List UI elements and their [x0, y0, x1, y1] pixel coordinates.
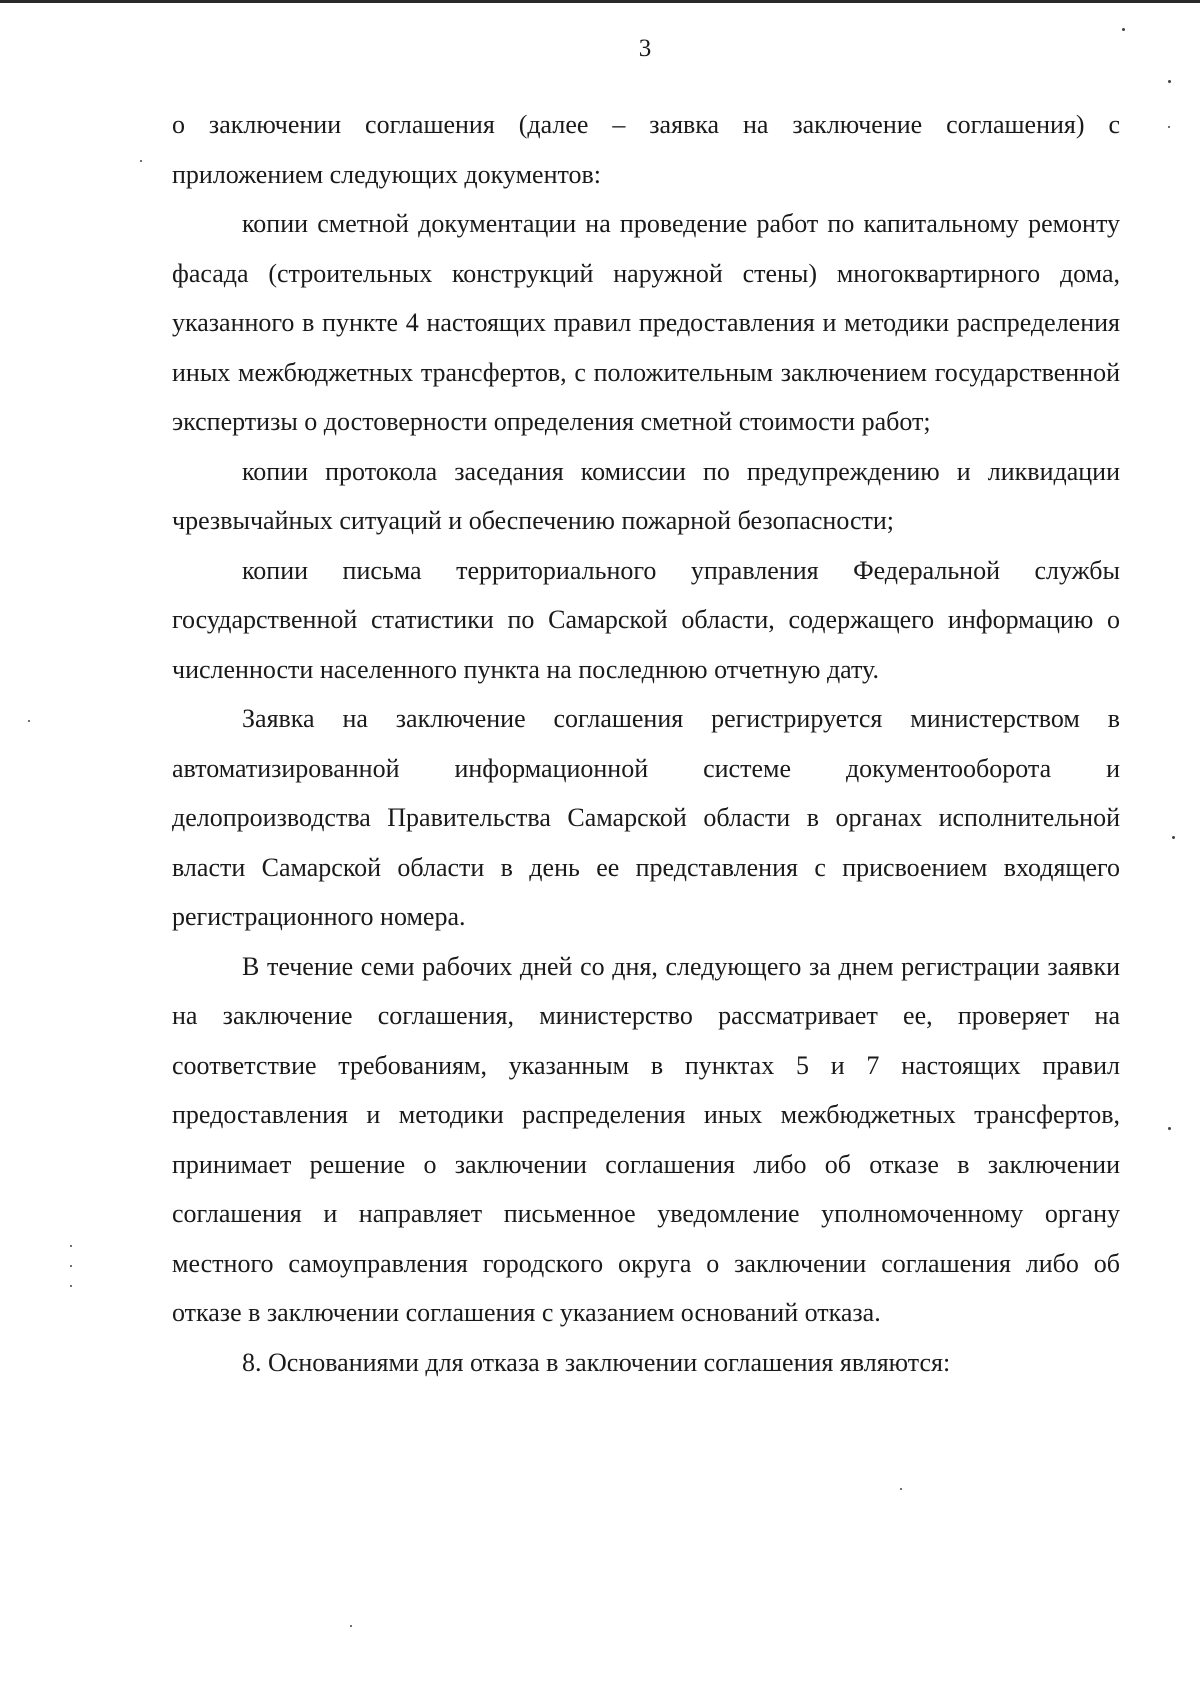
scan-speck	[350, 1625, 352, 1627]
paragraph-review-period: В течение семи рабочих дней со дня, следующего за днем регистрации заявки на заключение соглашения, министерство рассматривает ее, проверяет на соответствие требованиям, указанным в пунктах 5 и 7 настоящих правил предоставления и методики распределения иных межбюджетных трансфертов, принимает решение о заключении соглашения либо об отказе в заключении соглашения и направляет письменное уведомление уполномоченному органу местного самоуправления городского округа о заключении соглашения либо об отказе в заключении соглашения с указанием оснований отказа.	[172, 951, 1120, 1327]
scan-speck	[1168, 1127, 1171, 1130]
document-body	[172, 100, 1120, 1387]
page-top-edge	[0, 0, 1200, 3]
scan-speck	[70, 1265, 72, 1267]
paragraph-continuation: о заключении соглашения (далее – заявка на заключение соглашения) с приложением следующих документов:	[172, 110, 1120, 189]
scan-speck	[900, 1488, 902, 1490]
paragraph-application-registration: Заявка на заключение соглашения регистрируется министерством в автоматизированной информационной системе документооборота и делопроизводства Правительства Самарской области в органах исполнительной власти Самарской области в день ее представления с присвоением входящего регистрационного номера.	[172, 704, 1120, 931]
scan-speck	[1168, 80, 1171, 83]
scan-speck	[140, 160, 142, 162]
paragraph-statistics-letter: копии письма территориального управления Федеральной службы государственной статистики по Самарской области, содержащего информацию о численности населенного пункта на последнюю отчетную дату.	[172, 555, 1120, 684]
scan-speck	[1168, 126, 1170, 128]
scan-speck	[1122, 28, 1125, 31]
scan-speck	[70, 1245, 72, 1247]
paragraph-refusal-grounds: 8. Основаниями для отказа в заключении соглашения являются:	[242, 1347, 951, 1377]
scan-speck	[70, 1285, 72, 1287]
scan-speck	[28, 720, 30, 722]
paragraph-commission-protocol: копии протокола заседания комиссии по предупреждению и ликвидации чрезвычайных ситуаций и обеспечению пожарной безопасности;	[172, 456, 1120, 535]
paragraph-estimate-documentation: копии сметной документации на проведение работ по капитальному ремонту фасада (строительных конструкций наружной стены) многоквартирного дома, указанного в пункте 4 настоящих правил предоставления и методики распределения иных межбюджетных трансфертов, с положительным заключением государственной экспертизы о достоверности определения сметной стоимости работ;	[172, 209, 1120, 436]
page-number: 3	[638, 35, 652, 62]
scan-speck	[1172, 836, 1175, 839]
